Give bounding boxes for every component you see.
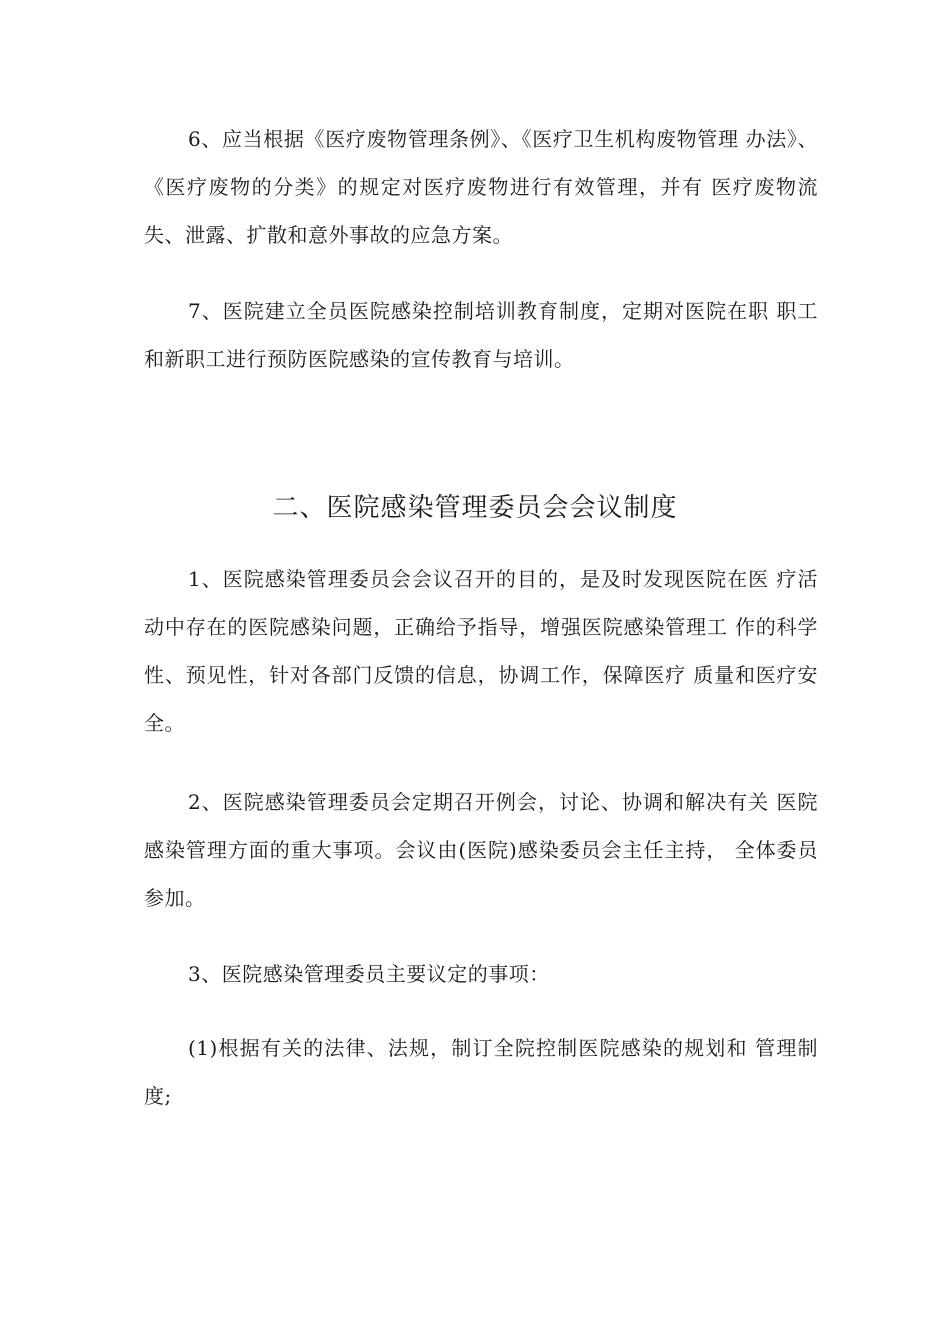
paragraph-meeting-purpose: 1、医院感染管理委员会会议召开的目的，是及时发现医院在医 疗活动中存在的医院感染问题，正确给予指导，增强医院感染管理工 作的科学性、预见性，针对各部门反馈的信息，协调工作，保障医疗 质量和医疗安全。: [144, 567, 818, 735]
paragraph-regular-meeting: 2、医院感染管理委员会定期召开例会，讨论、协调和解决有关 医院感染管理方面的重大事项。会议由(医院)感染委员会主任主持， 全体委员参加。: [144, 790, 818, 910]
paragraph-medical-waste: 6、应当根据《医疗废物管理条例》、《医疗卫生机构废物管理 办法》、《医疗废物的分类》的规定对医疗废物进行有效管理，并有 医疗废物流失、泄露、扩散和意外事故的应急方案。: [144, 127, 818, 247]
section-heading: 二、医院感染管理委员会会议制度: [272, 493, 678, 523]
paragraph-training: 7、医院建立全员医院感染控制培训教育制度，定期对医院在职 职工和新职工进行预防医院感染的宣传教育与培训。: [144, 299, 818, 371]
paragraph-agenda-item-1: (1)根据有关的法律、法规，制订全院控制医院感染的规划和 管理制度;: [144, 1036, 818, 1108]
paragraph-agenda-items: 3、医院感染管理委员主要议定的事项：: [188, 962, 550, 986]
